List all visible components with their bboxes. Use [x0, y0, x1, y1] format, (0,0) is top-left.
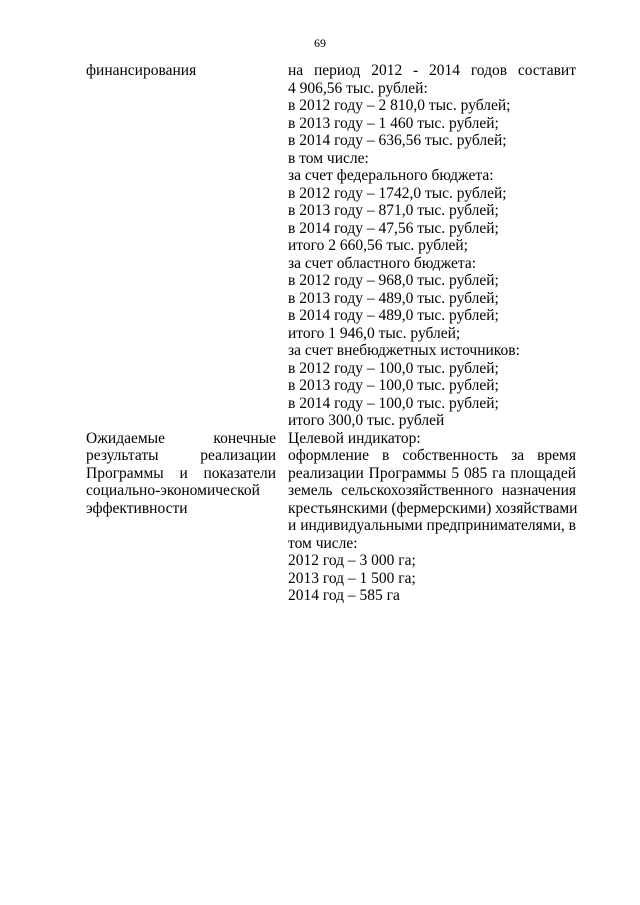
content-line: том числе: [288, 534, 358, 552]
content-line: Целевой индикатор: [288, 429, 421, 447]
content-line: 2014 год – 585 га [288, 587, 400, 604]
content-line: в 2014 году – 636,56 тыс. рублей; [288, 132, 507, 149]
content-line: итого 1 946,0 тыс. рублей; [288, 324, 461, 342]
content-line: в 2012 году – 2 810,0 тыс. рублей; [288, 97, 511, 114]
content-line: 4 906,56 тыс. рублей: [288, 79, 428, 97]
content-line: 2013 год – 1 500 га; [288, 569, 416, 587]
content-line: за счет федерального бюджета: [288, 167, 494, 184]
content-line: реализации Программы 5 085 га площадей [288, 464, 576, 482]
content-line: итого 2 660,56 тыс. рублей; [288, 237, 468, 254]
content-line: в 2013 году – 489,0 тыс. рублей; [288, 289, 499, 307]
row-label-cell [86, 430, 276, 518]
content-line: итого 300,0 тыс. рублей [288, 412, 445, 429]
content-line: и индивидуальными предпринимателями, в [288, 517, 576, 534]
page-number: 69 [314, 36, 326, 50]
row-label-cell [86, 62, 276, 80]
row-label-line: результаты реализации [86, 447, 276, 464]
row-label-line: финансирования [86, 62, 197, 79]
content-line: в 2014 году – 100,0 тыс. рублей; [288, 394, 499, 412]
row-content-cell [288, 430, 576, 605]
row-label-line: Ожидаемые конечные [86, 429, 276, 447]
content-line: в 2012 году – 1742,0 тыс. рублей; [288, 184, 507, 202]
content-line: в 2013 году – 100,0 тыс. рублей; [288, 377, 499, 394]
passport-table [86, 62, 576, 605]
content-line: в 2014 году – 489,0 тыс. рублей; [288, 307, 499, 324]
content-line: в 2014 году – 47,56 тыс. рублей; [288, 219, 499, 237]
row-label-line: социально-экономической [86, 482, 260, 499]
content-line: за счет областного бюджета: [288, 254, 477, 272]
content-line: земель сельскохозяйственного назначения [288, 482, 576, 499]
content-line: оформление в собственность за время [288, 447, 576, 464]
row-content-cell [288, 62, 576, 430]
row-label-line: эффективности [86, 499, 188, 517]
content-line: крестьянскими (фермерскими) хозяйствами [288, 499, 578, 517]
content-line: в 2013 году – 1 460 тыс. рублей; [288, 114, 499, 132]
table-row-financing [86, 62, 576, 430]
content-line: в 2013 году – 871,0 тыс. рублей; [288, 202, 499, 219]
content-line: в 2012 году – 968,0 тыс. рублей; [288, 272, 499, 289]
content-line: в 2012 году – 100,0 тыс. рублей; [288, 359, 499, 377]
content-line: 2012 год – 3 000 га; [288, 552, 416, 569]
content-line: на период 2012 - 2014 годов составит [288, 62, 576, 79]
content-line: за счет внебюджетных источников: [288, 342, 520, 359]
table-row-expected-results [86, 430, 576, 605]
content-line: в том числе: [288, 149, 369, 167]
row-label-line: Программы и показатели [86, 464, 276, 482]
